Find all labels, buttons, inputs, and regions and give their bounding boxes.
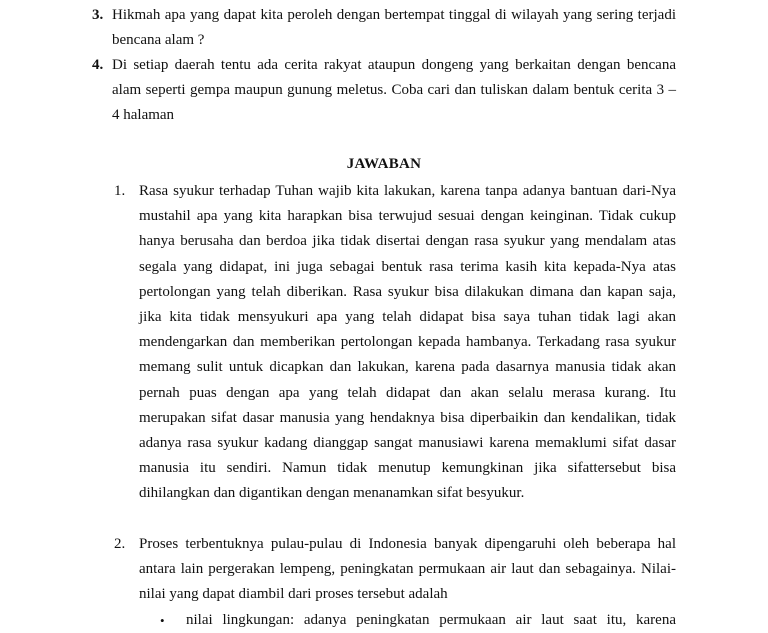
bullet-text: nilai lingkungan: adanya peningkatan permukaan air laut saat itu, karena [186,612,676,628]
question-number: 3. [92,7,104,23]
answer-1 [114,179,676,507]
section-heading: JAWABAN [346,156,422,172]
question-text: Di setiap daerah tentu ada cerita rakyat ataupun dongeng yang berkaitan dengan bencana alam seperti gempa maupun gunung meletus. Coba cari dan tuliskan dalam bentuk cerita 3 – 4 halaman [112,57,676,123]
answer-text: Rasa syukur terhadap Tuhan wajib kita lakukan, karena tanpa adanya bantuan dari-Nya mustahil apa yang kita harapkan bisa terwujud sesuai dengan keinginan. Tidak cukup hanya berusaha dan berdoa jika tidak disertai dengan rasa syukur yang mendalam atas segala yang didapat, ini juga sebagai bentuk rasa terima kasih kita kepada-Nya atas pertolongan yang telah diberikan. Rasa syukur bisa dilakukan dimana dan kapan saja, jika kita tidak mensyukuri apa yang telah didapat bisa saya tuhan tidak lagi akan mendengarkan dan memberikan pertolongan kepada hambanya. Terkadang rasa syukur memang sulit untuk dicapkan dan lakukan, karena pada dasarnya manusia tidak akan pernah puas dengan apa yang telah didapat dan akan selalu merasa kurang. Itu merupakan sifat dasar manusia yang hendaknya bisa diperbaikin dan kendalikan, tidak adanya rasa syukur kadang dianggap sangat manusiawi karena memaklumi sifat dasar manusia itu sendiri. Namun tidak menutup kemungkinan jika sifattersebut bisa dihilangkan dan digantikan dengan menanamkan sifat besyukur. [139,183,676,502]
question-text: Hikmah apa yang dapat kita peroleh dengan bertempat tinggal di wilayah yang sering terjadi bencana alam ? [112,7,676,48]
answer-number: 2. [114,536,126,552]
bullet-item [160,608,676,633]
bullet-icon: • [160,613,165,628]
question-4 [92,53,676,128]
answer-text: Proses terbentuknya pulau-pulau di Indonesia banyak dipengaruhi oleh beberapa hal antara lain pergerakan lempeng, peningkatan permukaan air laut dan sebagainya. Nilai-nilai yang dapat diambil dari proses tersebut adalah [139,536,676,603]
answer-number: 1. [114,183,126,199]
question-number: 4. [92,57,104,73]
answer-2 [114,532,676,608]
question-3 [92,3,676,53]
